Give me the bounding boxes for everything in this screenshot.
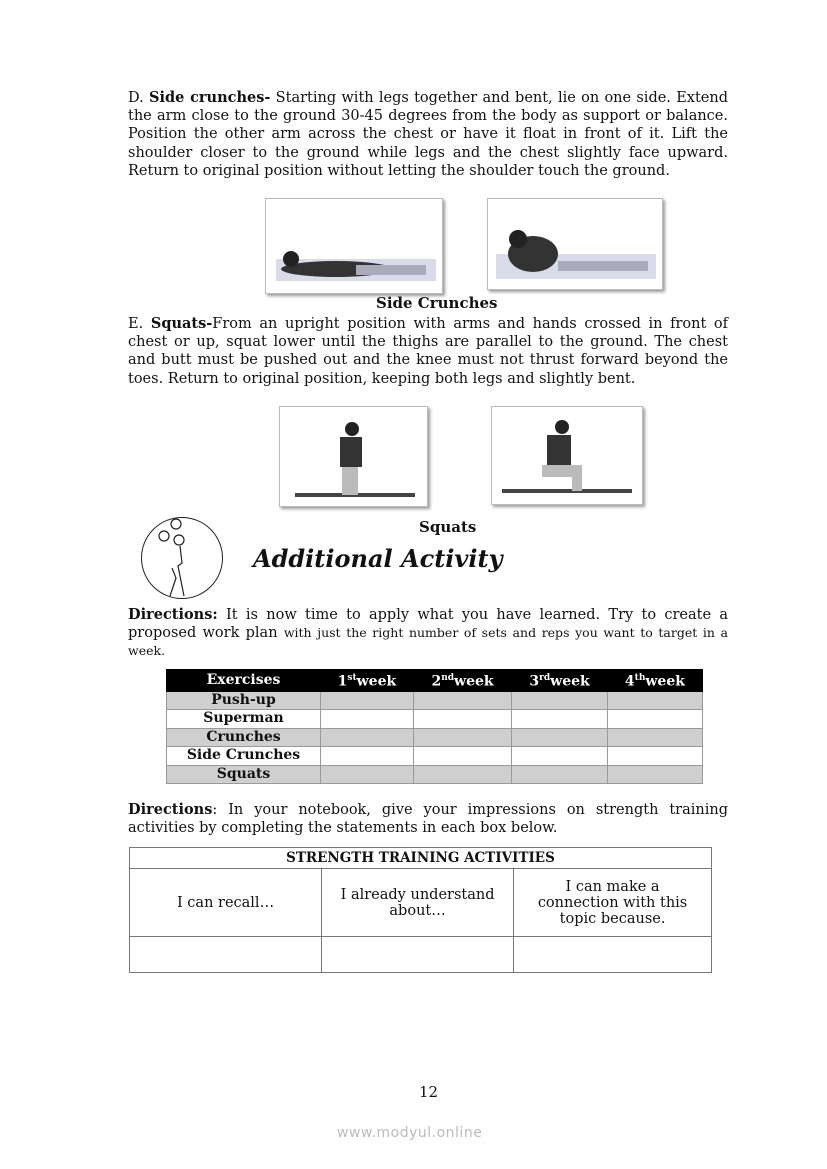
box-table-title: STRENGTH TRAINING ACTIVITIES xyxy=(130,848,712,869)
header-week-1: 1stweek xyxy=(321,670,414,692)
col-connection: I can make a connection with this topic because. xyxy=(514,869,712,937)
watermark: www.modyul.online xyxy=(337,1125,483,1141)
table-row: Crunches xyxy=(167,728,703,747)
header-week-3: 3rdweek xyxy=(512,670,608,692)
header-week-2: 2ndweek xyxy=(413,670,511,692)
squat-image-1 xyxy=(279,406,428,507)
answer-cell[interactable] xyxy=(322,937,514,973)
answer-cell[interactable] xyxy=(130,937,322,973)
hand-gears-icon xyxy=(141,517,223,599)
col-understand: I already understand about… xyxy=(322,869,514,937)
table-row: Push-up xyxy=(167,691,703,710)
side-crunch-image-1 xyxy=(265,198,443,294)
squats-caption: Squats xyxy=(419,518,477,536)
directions-2: Directions: In your notebook, give your impressions on strength training activities by completing the statements in each box below. xyxy=(128,801,728,837)
table-row: Squats xyxy=(167,765,703,784)
strength-training-table xyxy=(129,847,712,973)
squat-image-2 xyxy=(491,406,643,505)
work-plan-table xyxy=(166,669,703,784)
header-exercises: Exercises xyxy=(167,670,321,692)
section-e-paragraph: E. Squats-From an upright position with arms and hands crossed in front of chest or up, squat lower until the thighs are parallel to the ground. The chest and butt must be pushed out and the knee must not thrust forward beyond the toes. Return to original position, keeping both legs and slightly bent. xyxy=(128,315,728,387)
directions-1: Directions: It is now time to apply what you have learned. Try to create a proposed work plan with just the right number of sets and reps you want to target in a week. xyxy=(128,606,729,659)
header-week-4: 4thweek xyxy=(607,670,702,692)
additional-activity-title: Additional Activity xyxy=(253,544,503,573)
table-row: Superman xyxy=(167,710,703,729)
side-crunch-image-2 xyxy=(487,198,663,290)
col-recall: I can recall… xyxy=(130,869,322,937)
page-number: 12 xyxy=(419,1083,439,1101)
side-crunches-caption: Side Crunches xyxy=(376,294,498,312)
section-d-paragraph: D. Side crunches- Starting with legs together and bent, lie on one side. Extend the arm close to the ground 30-45 degrees from the body as support or balance. Position the other arm across the chest or have it float in front of it. Lift the shoulder closer to the ground while legs and the chest slightly face upward. Return to original position without letting the shoulder touch the ground. xyxy=(128,89,728,179)
answer-cell[interactable] xyxy=(514,937,712,973)
table-row: Side Crunches xyxy=(167,747,703,766)
